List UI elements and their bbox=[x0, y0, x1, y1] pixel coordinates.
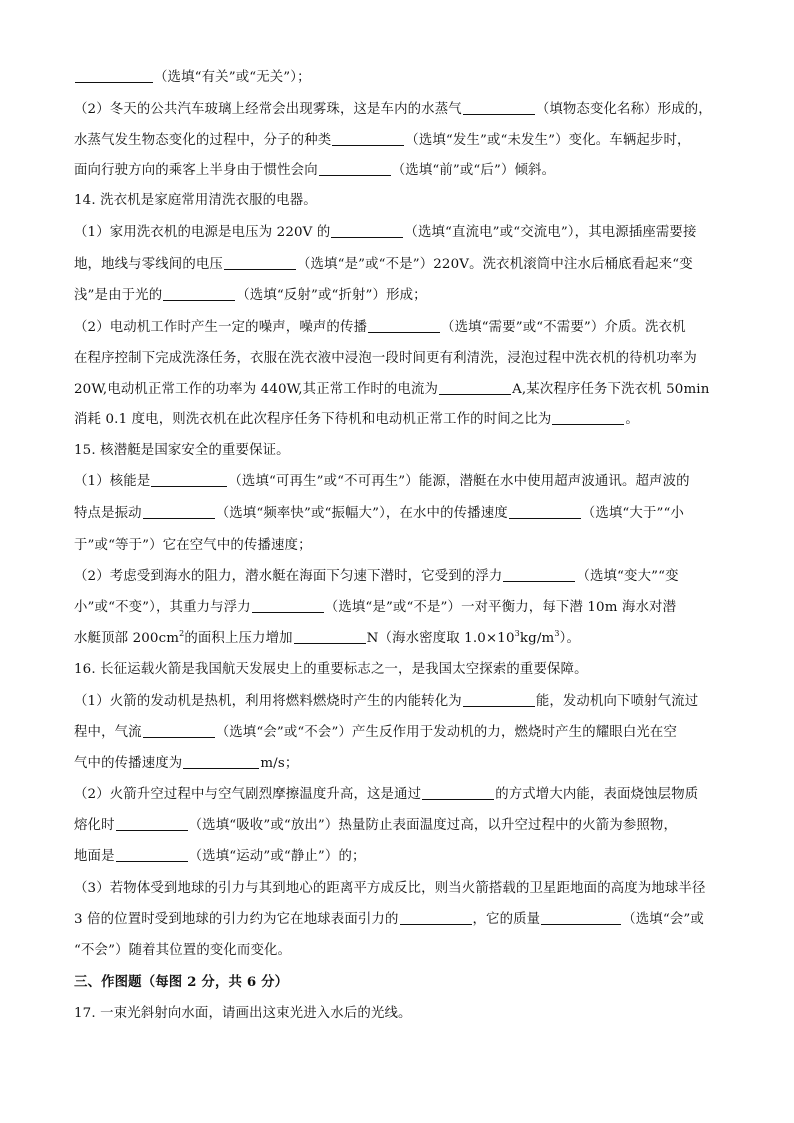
text-line: 20W,电动机正常工作的功率为 440W,其正常工作时的电流为 A,某次程序任务下洗衣机 50min bbox=[74, 382, 710, 397]
text-line: 熔化时 （选填“吸收”或“放出”）热量防止表面温度过高，以升空过程中的火箭为参照物， bbox=[74, 818, 677, 833]
text-line: 浅”是由于光的 （选填“反射”或“折射”）形成； bbox=[74, 288, 427, 303]
answer-blank bbox=[463, 100, 535, 115]
question-17-title: 17. 一束光斜射向水面，请画出这束光进入水后的光线。 bbox=[74, 1006, 412, 1021]
answer-blank bbox=[552, 410, 624, 425]
answer-blank bbox=[319, 161, 391, 176]
text-line: 在程序控制下完成洗涤任务，衣服在洗衣液中浸泡一段时间更有利清洗，浸泡过程中洗衣机的待机功率为 bbox=[74, 351, 697, 366]
text-line: 程中，气流 （选填“会”或“不会”）产生反作用于发动机的力，燃烧时产生的耀眼白光在空 bbox=[74, 725, 677, 740]
text-line: （2）火箭升空过程中与空气剧烈摩擦温度升高，这是通过 的方式增大内能，表面烧蚀层物质 bbox=[74, 787, 699, 802]
text-line: 地，地线与零线间的电压 （选填“是”或“不是”）220V。洗衣机滚筒中注水后桶底看起来“变 bbox=[74, 257, 693, 272]
text-line: （2）冬天的公共汽车玻璃上经常会出现雾珠，这是车内的水蒸气 （填物态变化名称）形成的， bbox=[74, 102, 712, 117]
question-14-title: 14. 洗衣机是家庭常用清洗衣服的电器。 bbox=[74, 193, 317, 208]
answer-blank bbox=[294, 629, 366, 644]
answer-blank bbox=[368, 318, 440, 333]
answer-blank bbox=[463, 692, 535, 707]
answer-blank bbox=[439, 380, 511, 395]
text-line: 水艇顶部 $200cm^2$的面积上压力增加 N（海水密度取 $1.0\times 10^3kg/m^3$）。 bbox=[74, 629, 581, 646]
answer-blank bbox=[252, 598, 324, 613]
answer-blank bbox=[509, 504, 581, 519]
answer-blank bbox=[143, 723, 215, 738]
section-heading: 三、作图题（每图 2 分，共 6 分） bbox=[74, 974, 289, 990]
text-line: （1）家用洗衣机的电源是电压为 220V 的 （选填“直流电”或“交流电”），其电源插座需要接 bbox=[74, 225, 697, 240]
answer-blank bbox=[116, 816, 188, 831]
text-line: 特点是振动 （选填“频率快”或“振幅大”），在水中的传播速度 （选填“大于”“小 bbox=[74, 506, 685, 521]
text-line: “不会”）随着其位置的变化而变化。 bbox=[74, 943, 292, 958]
answer-blank bbox=[75, 68, 153, 83]
answer-blank bbox=[183, 754, 259, 769]
text-line: （2）电动机工作时产生一定的噪声，噪声的传播 （选填“需要”或“不需要”）介质。洗衣机 bbox=[74, 320, 686, 335]
answer-blank bbox=[224, 255, 296, 270]
question-16-title: 16. 长征运载火箭是我国航天发展史上的重要标志之一，是我国太空探索的重要保障。 bbox=[74, 662, 588, 677]
answer-blank bbox=[400, 910, 472, 925]
text-line: 小”或“不变”），其重力与浮力 （选填“是”或“不是”）一对平衡力，每下潜 10m 海水对潜 bbox=[74, 600, 677, 615]
answer-blank bbox=[116, 847, 188, 862]
text-line: 气中的传播速度为 m/s； bbox=[74, 756, 299, 771]
answer-blank bbox=[143, 504, 215, 519]
answer-blank bbox=[163, 286, 235, 301]
text-line: 消耗 0.1 度电，则洗衣机在此次程序任务下待机和电动机正常工作的时间之比为 。 bbox=[74, 412, 639, 427]
text-line: 水蒸气发生物态变化的过程中，分子的种类 （选填“发生”或“未发生”）变化。车辆起步时， bbox=[74, 133, 691, 148]
text-line: （1）核能是 （选填“可再生”或“不可再生”）能源，潜艇在水中使用超声波通讯。超声波的 bbox=[74, 474, 690, 489]
text-line: （选填“有关”或“无关”）； bbox=[74, 68, 734, 88]
text-line: （3）若物体受到地球的引力与其到地心的距离平方成反比，则当火箭搭载的卫星距地面的高度为地球半径 bbox=[74, 881, 706, 896]
answer-blank bbox=[503, 567, 575, 582]
text-line: （2）考虑受到海水的阻力，潜水艇在海面下匀速下潜时，它受到的浮力 （选填“变大”“变 bbox=[74, 569, 679, 584]
answer-blank bbox=[541, 910, 621, 925]
answer-blank bbox=[332, 131, 404, 146]
text-line: 面向行驶方向的乘客上半身由于惯性会向 （选填“前”或“后”）倾斜。 bbox=[74, 163, 556, 178]
text-line: 地面是 （选填“运动”或“静止”）的； bbox=[74, 849, 366, 864]
answer-blank bbox=[422, 785, 494, 800]
answer-blank bbox=[151, 472, 227, 487]
text-line: 于”或“等于”）它在空气中的传播速度； bbox=[74, 538, 312, 553]
question-15-title: 15. 核潜艇是国家安全的重要保证。 bbox=[74, 443, 290, 458]
text-line: 3 倍的位置时受到地球的引力约为它在地球表面引力的 ，它的质量 （选填“会”或 bbox=[74, 912, 704, 927]
answer-blank bbox=[331, 223, 403, 238]
text-line: （1）火箭的发动机是热机，利用将燃料燃烧时产生的内能转化为 能，发动机向下喷射气流过 bbox=[74, 694, 699, 709]
